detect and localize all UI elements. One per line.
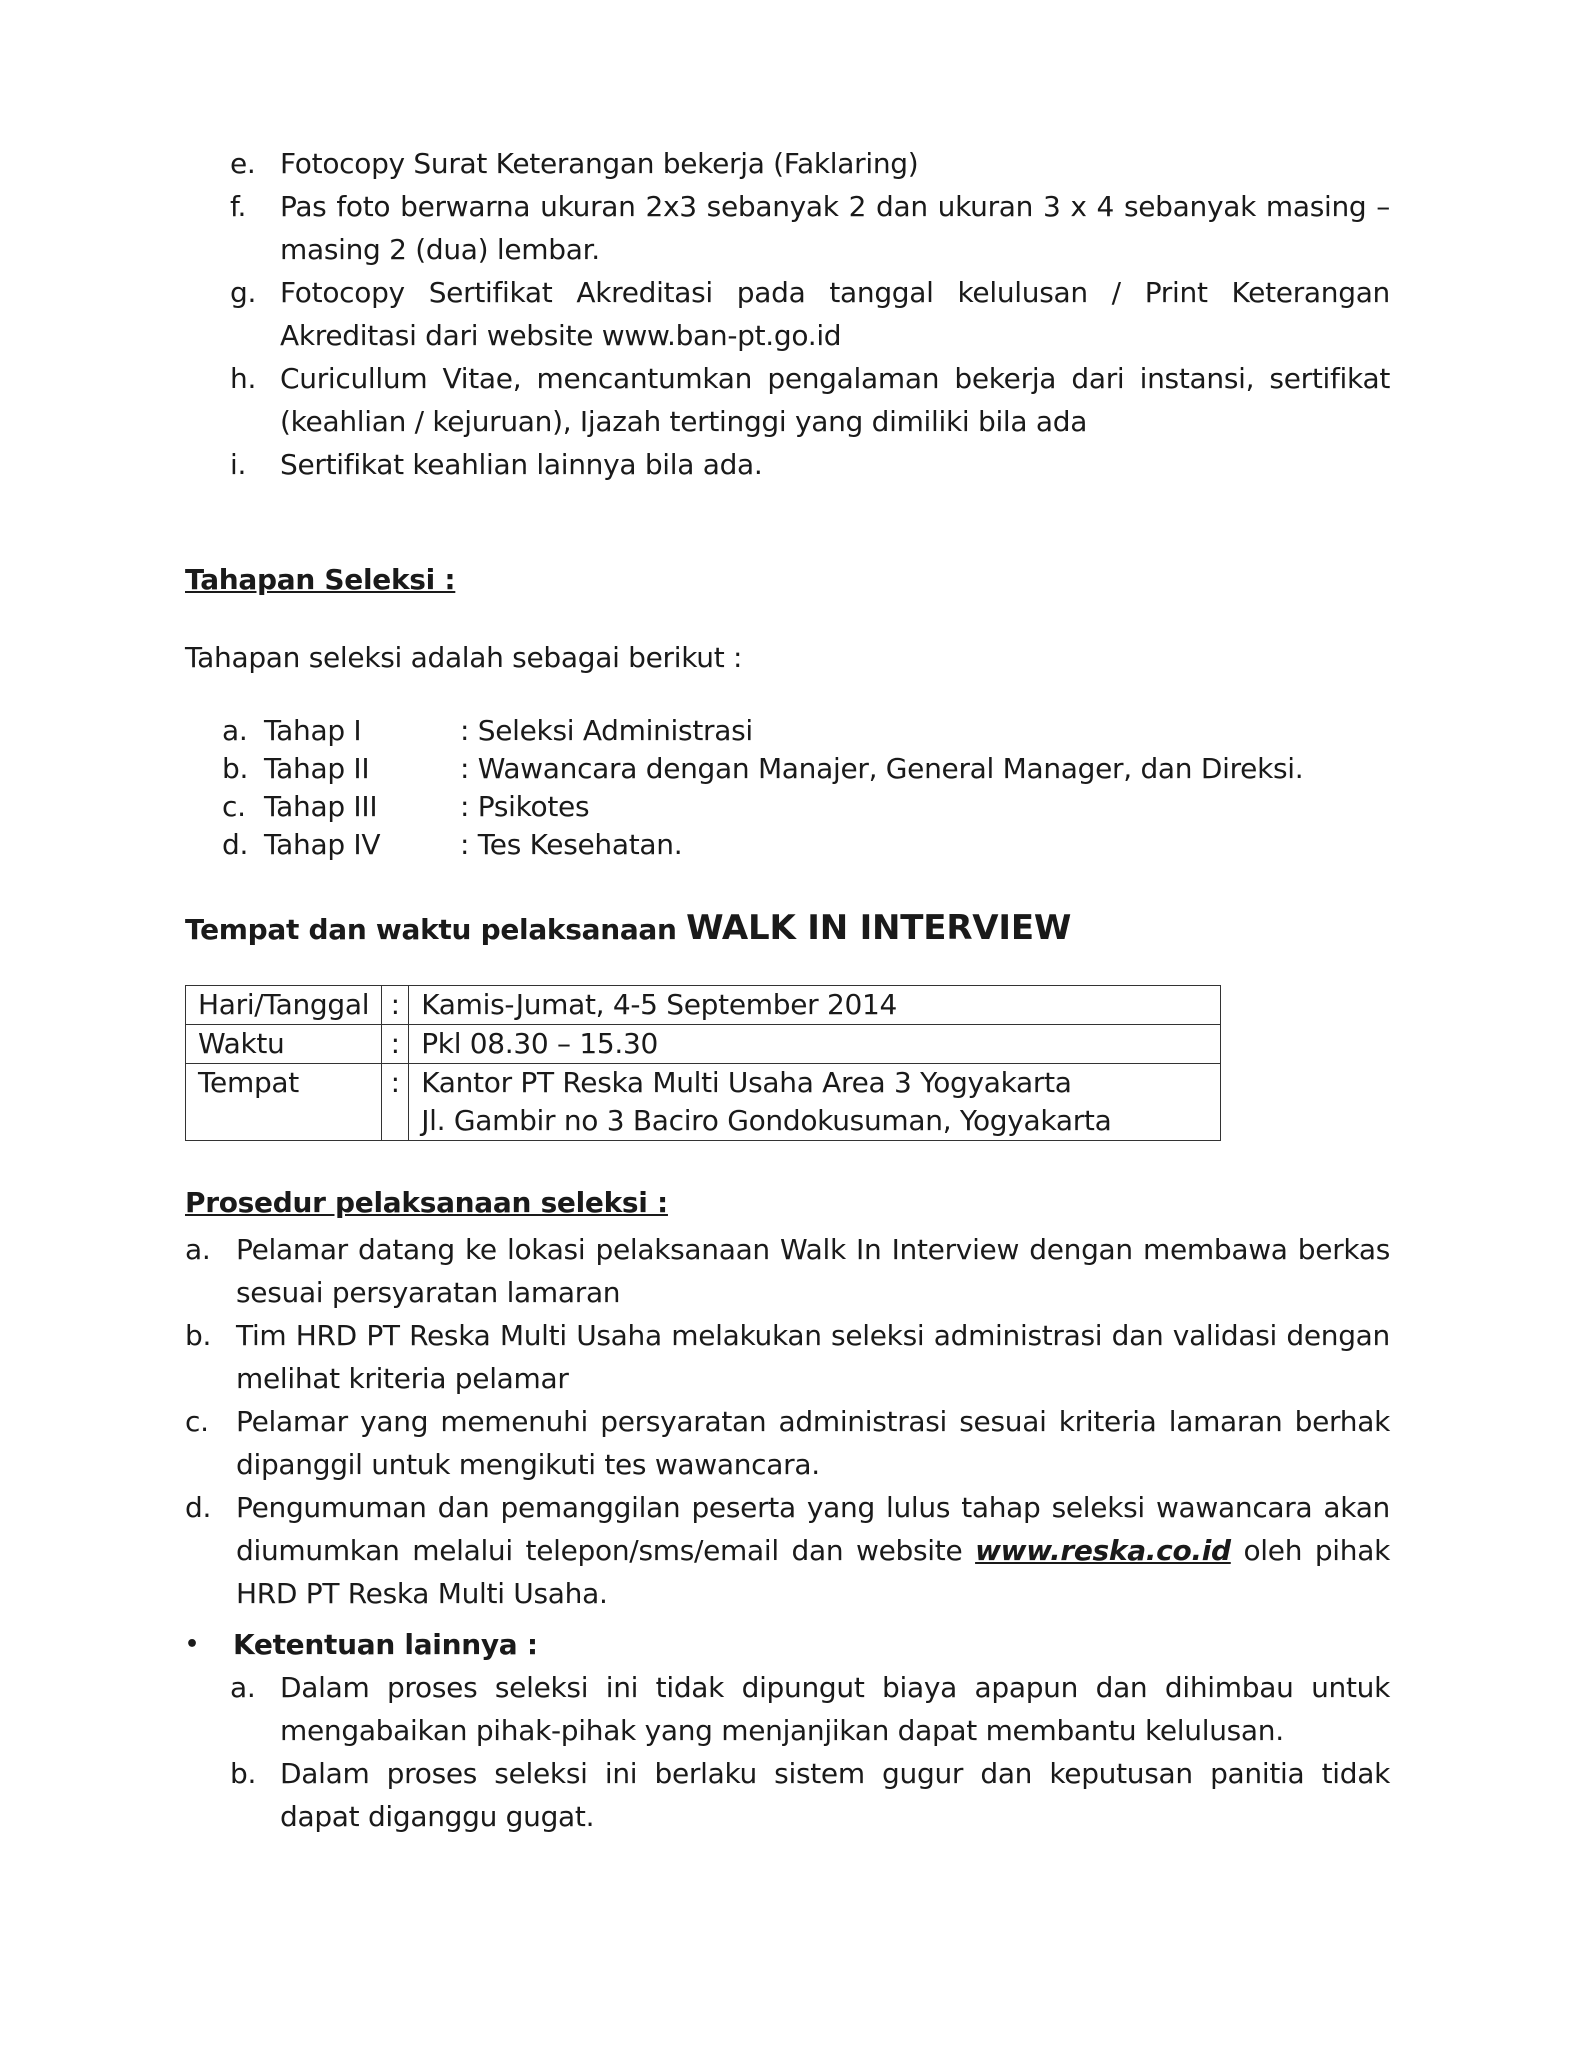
list-text: Curicullum Vitae, mencantumkan pengalaman bekerja dari instansi, sertifikat (keahlian / kejuruan), Ijazah tertinggi yang dimiliki bila ada (280, 362, 1390, 438)
list-letter: e. (230, 147, 256, 180)
table-row (186, 1064, 1221, 1141)
list-text: Sertifikat keahlian lainnya bila ada. (280, 448, 763, 481)
tahapan-heading: Tahapan Seleksi : (185, 563, 456, 596)
list-letter: i. (230, 448, 247, 481)
schedule-table (185, 985, 1221, 1141)
list-text: Pas foto berwarna ukuran 2x3 sebanyak 2 dan ukuran 3 x 4 sebanyak masing – masing 2 (dua) lembar. (280, 190, 1390, 266)
list-text: Fotocopy Sertifikat Akreditasi pada tanggal kelulusan / Print Keterangan Akreditasi dari website www.ban-pt.go.id (280, 276, 1390, 352)
table-cell-label: Hari/Tanggal (186, 986, 382, 1025)
stage-desc: : Seleksi Administrasi (460, 714, 753, 747)
list-item (185, 1314, 1390, 1400)
stage-letter: d. (222, 828, 249, 861)
list-letter: b. (185, 1319, 212, 1352)
table-cell-value: Pkl 08.30 – 15.30 (409, 1025, 1221, 1064)
list-text: Pelamar yang memenuhi persyaratan administrasi sesuai kriteria lamaran berhak dipanggil untuk mengikuti tes wawancara. (236, 1405, 1390, 1481)
list-letter: f. (230, 190, 247, 223)
ketentuan-list (230, 1666, 1390, 1838)
list-text: Dalam proses seleksi ini berlaku sistem gugur dan keputusan panitia tidak dapat diganggu gugat. (280, 1757, 1390, 1833)
tempat-heading (185, 908, 1071, 948)
list-letter: a. (185, 1233, 211, 1266)
stage-letter: c. (222, 790, 246, 823)
list-text: Tim HRD PT Reska Multi Usaha melakukan seleksi administrasi dan validasi dengan melihat kriteria pelamar (236, 1319, 1390, 1395)
table-cell-value (409, 1064, 1221, 1141)
list-letter: b. (230, 1757, 257, 1790)
list-item (230, 271, 1390, 357)
stage-name: Tahap III (264, 790, 378, 823)
ketentuan-heading-text: Ketentuan lainnya : (233, 1628, 538, 1661)
list-text (236, 1486, 1390, 1615)
stages-list (222, 712, 1303, 864)
list-text: Fotocopy Surat Keterangan bekerja (Faklaring) (280, 147, 919, 180)
list-item (185, 1400, 1390, 1486)
list-letter: d. (185, 1491, 212, 1524)
list-item (230, 185, 1390, 271)
list-text: Pelamar datang ke lokasi pelaksanaan Walk In Interview dengan membawa berkas sesuai persyaratan lamaran (236, 1233, 1390, 1309)
list-text: Dalam proses seleksi ini tidak dipungut biaya apapun dan dihimbau untuk mengabaikan pihak-pihak yang menjanjikan dapat membantu kelulusan. (280, 1671, 1390, 1747)
list-text-before: Pengumuman dan pemanggilan peserta yang lulus tahap seleksi wawancara akan diumumkan melalui telepon/sms/email dan website (236, 1491, 1390, 1567)
list-letter: h. (230, 362, 257, 395)
table-cell-label: Tempat (186, 1064, 382, 1141)
list-text-after: oleh pihak HRD PT Reska Multi Usaha. (236, 1534, 1390, 1610)
list-item (230, 443, 1390, 486)
stage-row (222, 750, 1303, 788)
stage-row (222, 788, 1303, 826)
prosedur-list (185, 1228, 1390, 1615)
list-item (230, 357, 1390, 443)
address-line-1: Kantor PT Reska Multi Usaha Area 3 Yogyakarta (421, 1066, 1072, 1099)
list-item (230, 142, 1390, 185)
stage-desc: : Tes Kesehatan. (460, 828, 683, 861)
stage-desc: : Psikotes (460, 790, 590, 823)
tempat-heading-prefix: Tempat dan waktu pelaksanaan (185, 913, 687, 946)
stage-letter: b. (222, 752, 249, 785)
tempat-heading-big: WALK IN INTERVIEW (686, 908, 1072, 948)
list-item (185, 1228, 1390, 1314)
table-cell-value: Kamis-Jumat, 4-5 September 2014 (409, 986, 1221, 1025)
ketentuan-heading (185, 1623, 538, 1666)
list-letter: g. (230, 276, 257, 309)
stage-name: Tahap I (264, 714, 362, 747)
table-row (186, 986, 1221, 1025)
requirements-list (230, 142, 1390, 486)
stage-letter: a. (222, 714, 248, 747)
stage-name: Tahap II (264, 752, 370, 785)
website-link[interactable]: www.reska.co.id (975, 1534, 1231, 1567)
prosedur-heading: Prosedur pelaksanaan seleksi : (185, 1186, 668, 1219)
bullet-icon: • (185, 1632, 199, 1657)
stage-name: Tahap IV (264, 828, 381, 861)
list-item (230, 1666, 1390, 1752)
table-cell-sep: : (382, 1025, 409, 1064)
list-letter: a. (230, 1671, 256, 1704)
table-cell-sep: : (382, 1064, 409, 1141)
stage-desc: : Wawancara dengan Manajer, General Manager, dan Direksi. (460, 752, 1304, 785)
list-item (185, 1486, 1390, 1615)
table-row (186, 1025, 1221, 1064)
table-cell-sep: : (382, 986, 409, 1025)
stage-row (222, 712, 1303, 750)
stage-row (222, 826, 1303, 864)
list-item (230, 1752, 1390, 1838)
tahapan-intro: Tahapan seleksi adalah sebagai berikut : (185, 641, 743, 674)
table-cell-label: Waktu (186, 1025, 382, 1064)
address-line-2: Jl. Gambir no 3 Baciro Gondokusuman, Yogyakarta (421, 1104, 1112, 1137)
list-letter: c. (185, 1405, 209, 1438)
